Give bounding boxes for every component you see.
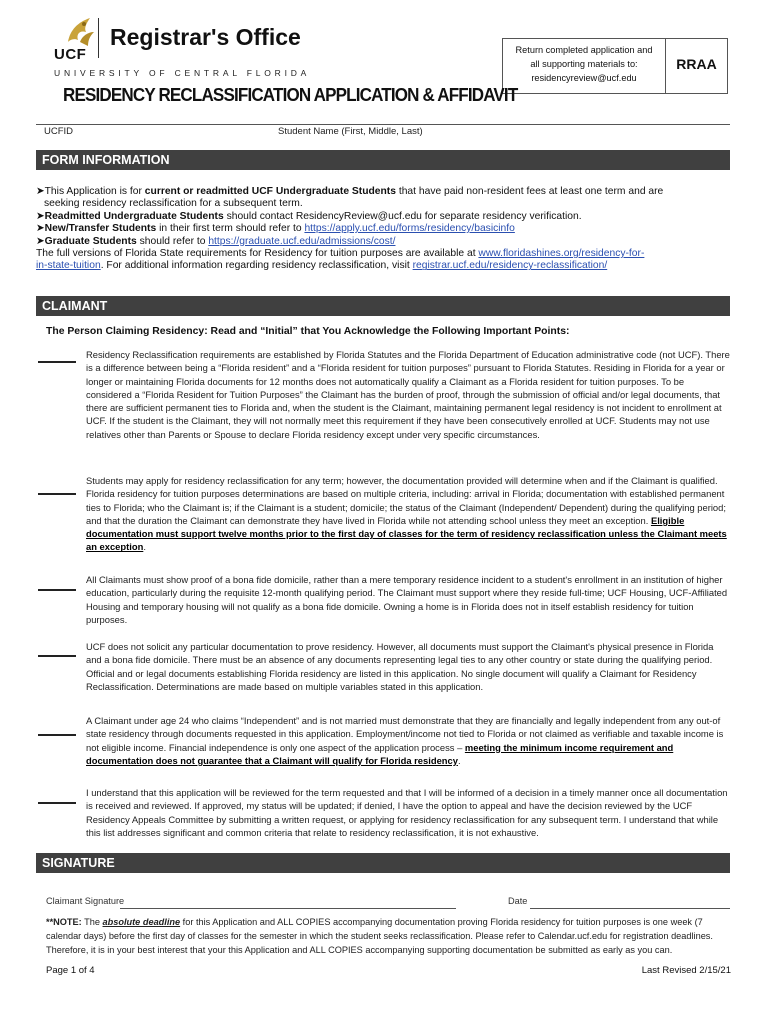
header-divider (98, 18, 99, 58)
initial-field[interactable] (38, 655, 76, 657)
graduate-link[interactable]: https://graduate.ucf.edu/admissions/cost/ (208, 235, 396, 247)
arrow-bullet-icon: ➤ (36, 235, 45, 247)
point-3: All Claimants must show proof of a bona fide domicile, rather than a mere temporary residence incident to a student's enrollment in an institution of higher education, particularly during the requisite 12-month qualifying period. The Claimant must support where they reside full-time; UCF Housing, UCF-Affiliated Housing and temporary housing will not qualify as a bona fide domicile. Owning a home is in Florida does not in itself establish residency for tuition purposes. (86, 574, 728, 625)
return-email: residencyreview@ucf.edu (531, 73, 637, 83)
ucfid-field[interactable] (36, 124, 272, 125)
student-name-field[interactable] (272, 124, 730, 125)
ucf-wordmark: UCF (54, 46, 87, 63)
point-6: I understand that this application will be reviewed for the term requested and that I will be informed of a decision in a timely manner once all documentation is received and reviewed. If approved, my status will be updated; if denied, I have the option to appeal and have the decision reviewed by the UCF Residency Appeals Committee by submitting a written request, or applying for residency reclassification for any subsequent term. I understand that while this list addresses significant and common criteria that relate to residency reclassification, it is not exhaustive. (86, 787, 728, 838)
initial-field[interactable] (38, 361, 76, 363)
student-name-label: Student Name (First, Middle, Last) (278, 126, 423, 137)
return-line: all supporting materials to: (530, 59, 638, 69)
date-field[interactable] (530, 908, 730, 909)
point-2: Students may apply for residency reclassification for any term; however, the documentation provided will determine when and if the Claimant is qualified. Florida residency for tuition purposes determinations are based on multiple criteria, including: arrival in Florida; documentation with established permanent ties to Florida; who the Claimant is; if the Claimant is a student; domicile; the status of the Claimant (Independent/ Dependent) during the qualifying period; and that the duration the Claimant can demonstrate they have lived in Florida while not attending school unless they meet an exception. Eligible documentation must support twelve months prior to the first day of classes for the term of residency reclassification unless the Claimant meets an exception. (86, 475, 727, 553)
university-name: UNIVERSITY OF CENTRAL FLORIDA (54, 68, 311, 78)
return-instructions-box (502, 38, 666, 94)
revision-date: Last Revised 2/15/21 (641, 965, 731, 976)
new-transfer-link[interactable]: https://apply.ucf.edu/forms/residency/basicinfo (304, 223, 515, 235)
document-title: RESIDENCY RECLASSIFICATION APPLICATION & AFFIDAVIT (63, 84, 518, 105)
ucfid-label: UCFID (44, 126, 74, 137)
form-information-body: ➤This Application is for current or readmitted UCF Undergraduate Students that have paid non-resident fees at least one term and are seeking residency reclassification for a subsequent term. ➤Readmitted Undergraduate Students should contact ResidencyReview@ucf.edu for separate residency verification. ➤New/Transfer Students in their first term should refer to https://apply.ucf.edu/forms/residency/basicinfo ➤Graduate Students should refer to https://graduate.ucf.edu/admissions/cost/ The full versions of Florida State requirements for Residency for tuition purposes are available at www.floridashines.org/residency-for- in-state-tuition. For additional information regarding residency reclassification, visit registrar.ucf.edu/residency-reclassification/ (36, 186, 736, 273)
page-number: Page 1 of 4 (46, 965, 95, 976)
date-label: Date (508, 896, 528, 906)
signature-header: SIGNATURE (36, 853, 730, 873)
claimant-signature-label: Claimant Signature (46, 896, 125, 906)
item1-continuation: seeking residency reclassification for a subsequent term. (44, 198, 303, 210)
claimant-header: CLAIMANT (36, 296, 730, 316)
deadline-note: **NOTE: The absolute deadline for this Application and ALL COPIES accompanying documentation proving Florida residency for tuition purposes is one week (7 calendar days) before the first day of classes for the semester in which the student seeks reclassification. Please refer to Calendar.ucf.edu for registration deadlines. Therefore, it is in your best interest that your this Application and ALL COPIES accompanying supporting documentation be submitted as early as you can. (46, 917, 713, 955)
point-5: A Claimant under age 24 who claims “Independent” and is not married must demonstrate that they are financially and legally independent from any out-of state residency through documents requested in this application. Employment/income not tied to Florida or not claimed as verifiable and taxable income is not eligible income. Financial independence is only one aspect of the application process – meeting the minimum income requirement and documentation does not guarantee that a Claimant will qualify for Florida residency. (86, 715, 724, 766)
arrow-bullet-icon: ➤ (36, 186, 45, 197)
initial-field[interactable] (38, 589, 76, 591)
return-line: Return completed application and (515, 45, 653, 55)
claimant-signature-field[interactable] (120, 908, 456, 909)
arrow-bullet-icon: ➤ (36, 210, 45, 222)
claimant-instructions: The Person Claiming Residency: Read and “Initial” that You Acknowledge the Following Important Points: (46, 326, 570, 337)
point-4: UCF does not solicit any particular documentation to prove residency. However, all documents must support the Claimant's physical presence in Florida and a bona fide domicile. There must be an absence of any documents representing legal ties to any other country or state during the qualifying period. Official and or legal documents establishing Florida residency are listed in this application. No single document will qualify a Claimant for Residency Reclassification. Determinations are made based on multiple variables stated in this application. (86, 641, 714, 692)
form-information-header: FORM INFORMATION (36, 150, 730, 170)
point-1: Residency Reclassification requirements are established by Florida Statutes and the Florida Department of Education administrative code (not UCF). There is a difference between being a “Florida resident” and a “Florida resident for tuition purposes” pursuant to Florida Statutes. Residing in Florida for a year or longer or maintaining Florida documents for 12 months does not automatically qualify a Claimant as a Florida resident for tuition purposes. To be considered a “Florida Resident for Tuition Purposes” the Claimant has the burden of proof, through the submission of official and/or legal documents, that there are sufficient permanent ties to Florida and, when the student is the Claimant, maintaining permanent legal residency is not incident to enrollment at UCF. If the student is the Claimant, they will not normally meet this requirement if they have been consecutively enrolled at UCF. Students may not use relatives other than Parents or Spouse to declare Florida residency except under very specific circumstances. (86, 349, 730, 440)
arrow-bullet-icon: ➤ (36, 223, 45, 235)
office-title: Registrar's Office (110, 24, 301, 50)
initial-field[interactable] (38, 493, 76, 495)
floridashines-link[interactable]: www.floridashines.org/residency-for- in-state-tuition (36, 248, 645, 272)
initial-field[interactable] (38, 802, 76, 804)
form-code-box: RRAA (666, 38, 728, 94)
registrar-link[interactable]: registrar.ucf.edu/residency-reclassification/ (412, 260, 608, 272)
initial-field[interactable] (38, 734, 76, 736)
